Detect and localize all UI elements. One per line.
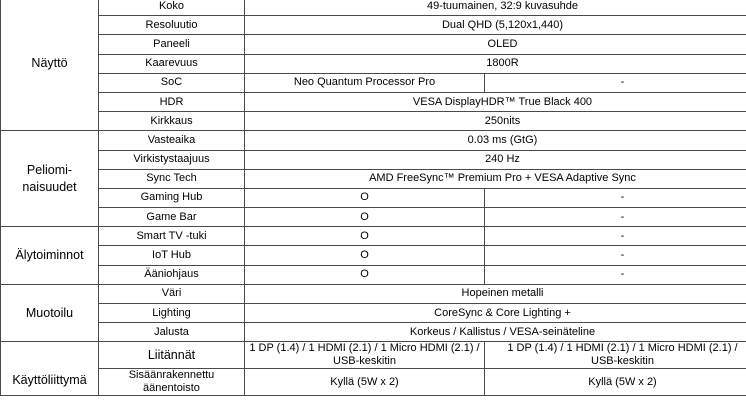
ports-a-line1: 1 DP (1.4) / 1 HDMI (2.1) / 1 Micro HDMI (2.1) / <box>249 342 480 355</box>
table-row <box>1 73 746 92</box>
feature-label: IoT Hub <box>99 246 245 265</box>
feature-label: HDR <box>99 92 245 111</box>
feature-label: Kaarevuus <box>99 54 245 73</box>
table-row <box>1 112 746 131</box>
feature-value: 240 Hz <box>245 150 746 169</box>
category-smart: Älytoiminnot <box>1 227 99 285</box>
feature-value: AMD FreeSync™ Premium Pro + VESA Adaptive Sync <box>245 169 746 188</box>
feature-label: Gaming Hub <box>99 188 245 207</box>
category-gaming <box>1 131 99 227</box>
table-row <box>1 265 746 284</box>
table-row <box>1 169 746 188</box>
table-row <box>1 35 746 54</box>
feature-value: 1800R <box>245 54 746 73</box>
category-gaming-line1: Peliomi- <box>26 162 73 177</box>
feature-label: Ääniohjaus <box>99 265 245 284</box>
feature-label: Game Bar <box>99 208 245 227</box>
feature-value-model-b: - <box>485 73 746 92</box>
feature-value-model-b <box>485 342 746 369</box>
feature-label: Sync Tech <box>99 169 245 188</box>
table-row <box>1 323 746 342</box>
feature-value: Korkeus / Kallistus / VESA-seinäteline <box>245 323 746 342</box>
table-row <box>1 246 746 265</box>
feature-label: Liitännät <box>99 342 245 369</box>
feature-label <box>99 369 245 396</box>
feature-value-model-a: O <box>245 265 485 284</box>
feature-value: OLED <box>245 35 746 54</box>
feature-label: Paneeli <box>99 35 245 54</box>
feature-value-model-a: Kyllä (5W x 2) <box>245 369 485 396</box>
feature-label: SoC <box>99 73 245 92</box>
feature-value-model-b: - <box>485 208 746 227</box>
category-display: Näyttö <box>1 0 99 131</box>
table-row <box>1 92 746 111</box>
category-gaming-line2: naisuudet <box>22 179 77 194</box>
feature-value: 250nits <box>245 112 746 131</box>
feature-label: Kirkkaus <box>99 112 245 131</box>
speakers-label-line2: äänentoisto <box>143 382 200 395</box>
table-row <box>1 16 746 35</box>
feature-value-model-a <box>245 342 485 369</box>
feature-value: CoreSync & Core Lighting + <box>245 304 746 323</box>
feature-label: Väri <box>99 284 245 303</box>
feature-label: Vasteaika <box>99 131 245 150</box>
table-row <box>1 150 746 169</box>
feature-value: Hopeinen metalli <box>245 284 746 303</box>
feature-value-model-b: - <box>485 188 746 207</box>
feature-value-model-a: Neo Quantum Processor Pro <box>245 73 485 92</box>
feature-label: Jalusta <box>99 323 245 342</box>
feature-value-model-b: - <box>485 227 746 246</box>
feature-value: Dual QHD (5,120x1,440) <box>245 16 746 35</box>
table-row <box>1 227 746 246</box>
feature-value-model-a: O <box>245 208 485 227</box>
ports-b-line1: 1 DP (1.4) / 1 HDMI (2.1) / 1 Micro HDMI (2.1) / <box>507 342 738 355</box>
table-row <box>1 208 746 227</box>
feature-value: 49-tuumainen, 32:9 kuvasuhde <box>245 0 746 16</box>
feature-label: Virkistystaajuus <box>99 150 245 169</box>
feature-label: Smart TV -tuki <box>99 227 245 246</box>
table-row <box>1 342 746 369</box>
feature-label: Koko <box>99 0 245 16</box>
feature-value: 0.03 ms (GtG) <box>245 131 746 150</box>
feature-label: Resoluutio <box>99 16 245 35</box>
table-row <box>1 0 746 16</box>
feature-label: Lighting <box>99 304 245 323</box>
feature-value-model-a: O <box>245 188 485 207</box>
feature-value-model-a: O <box>245 246 485 265</box>
feature-value-model-b: Kyllä (5W x 2) <box>485 369 746 396</box>
ports-b-line2: USB-keskitin <box>591 355 654 368</box>
feature-value-model-b: - <box>485 246 746 265</box>
table-row <box>1 131 746 150</box>
table-row <box>1 369 746 396</box>
table-row <box>1 304 746 323</box>
feature-value: VESA DisplayHDR™ True Black 400 <box>245 92 746 111</box>
category-design: Muotoilu <box>1 284 99 342</box>
table-row <box>1 188 746 207</box>
category-interface: Käyttöliittymä <box>1 342 99 396</box>
speakers-label-line1: Sisäänrakennettu <box>128 369 215 382</box>
table-row <box>1 54 746 73</box>
table-row <box>1 284 746 303</box>
feature-value-model-b: - <box>485 265 746 284</box>
feature-value-model-a: O <box>245 227 485 246</box>
ports-a-line2: USB-keskitin <box>333 355 396 368</box>
